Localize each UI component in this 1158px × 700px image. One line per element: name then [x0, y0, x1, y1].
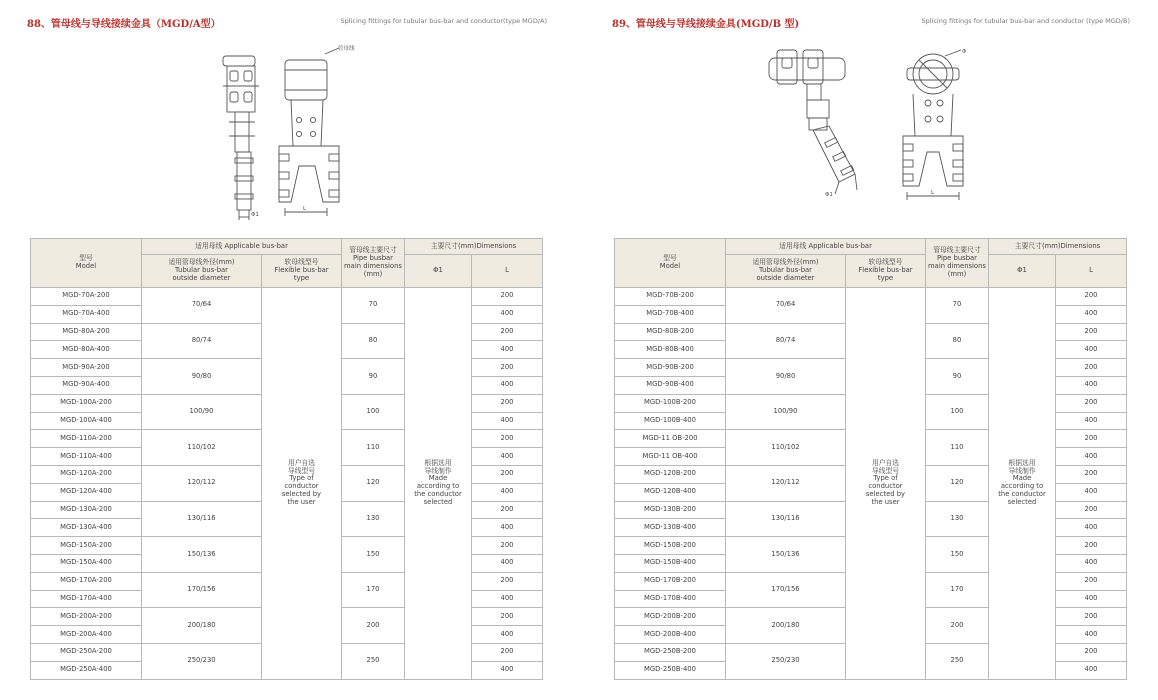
model-cell: MGD-11 OB-200 — [615, 430, 726, 448]
model-cell: MGD-120B-200 — [615, 465, 726, 483]
phi-note: 根据选用 导线制作 Made according to the conductor selected — [989, 288, 1056, 680]
l-cell: 400 — [472, 626, 543, 644]
pipe-cell: 170 — [342, 572, 405, 608]
model-cell: MGD-250A-400 — [31, 661, 142, 679]
page-title: 88、管母线与导线接续金具（MGD/A型） — [27, 19, 221, 30]
col-pipe-dims: 管母线主要尺寸 Pipe busbar main dimensions (mm) — [342, 239, 405, 288]
pipe-cell: 150 — [926, 537, 989, 573]
drawing-label-l: L — [931, 190, 935, 196]
model-cell: MGD-250B-200 — [615, 643, 726, 661]
l-cell: 400 — [472, 519, 543, 537]
model-cell: MGD-170A-400 — [31, 590, 142, 608]
col-tubular: 适用管母线外径(mm) Tubular bus-bar outside diameter — [726, 255, 846, 288]
table-row — [615, 288, 1127, 306]
pipe-cell: 250 — [342, 643, 405, 679]
model-cell: MGD-200B-200 — [615, 608, 726, 626]
l-cell: 400 — [472, 590, 543, 608]
page-header — [27, 15, 547, 31]
model-cell: MGD-200B-400 — [615, 626, 726, 644]
l-cell: 200 — [1056, 394, 1127, 412]
model-cell: MGD-90B-200 — [615, 359, 726, 377]
col-applicable: 适用母线 Applicable bus-bar — [726, 239, 926, 255]
model-cell: MGD-100B-200 — [615, 394, 726, 412]
model-cell: MGD-90A-200 — [31, 359, 142, 377]
l-cell: 200 — [472, 430, 543, 448]
tubular-cell: 70/64 — [142, 288, 262, 324]
l-cell: 200 — [1056, 608, 1127, 626]
model-cell: MGD-170B-200 — [615, 572, 726, 590]
page-title: 89、管母线与导线接续金具(MGD/B 型) — [612, 19, 800, 30]
model-cell: MGD-11 OB-400 — [615, 448, 726, 466]
drawing-label-pipe: 管母线 — [338, 46, 355, 52]
l-cell: 200 — [1056, 501, 1127, 519]
model-cell: MGD-130A-200 — [31, 501, 142, 519]
l-cell: 400 — [1056, 376, 1127, 394]
mgd-b-drawing — [767, 44, 977, 204]
l-cell: 200 — [1056, 430, 1127, 448]
page-header — [612, 15, 1130, 31]
l-cell: 400 — [472, 376, 543, 394]
l-cell: 200 — [472, 537, 543, 555]
model-cell: MGD-130B-400 — [615, 519, 726, 537]
pipe-cell: 130 — [926, 501, 989, 537]
l-cell: 200 — [472, 501, 543, 519]
drawing-label-phi-top: Φ — [962, 49, 967, 55]
l-cell: 400 — [472, 661, 543, 679]
col-phi1: Φ1 — [989, 255, 1056, 288]
tubular-cell: 90/80 — [726, 359, 846, 395]
drawing-label-phi: Φ1 — [825, 192, 833, 198]
l-cell: 200 — [1056, 465, 1127, 483]
pipe-cell: 100 — [342, 394, 405, 430]
model-cell: MGD-80A-200 — [31, 323, 142, 341]
col-flexible: 软母线型号 Flexible bus-bar type — [846, 255, 926, 288]
col-model: 型号 Model — [615, 239, 726, 288]
l-cell: 400 — [1056, 448, 1127, 466]
col-flexible: 软母线型号 Flexible bus-bar type — [262, 255, 342, 288]
model-cell: MGD-200A-400 — [31, 626, 142, 644]
page-subtitle: Splicing fittings for tubular bus-bar and conductor (type MGD/B) — [921, 17, 1130, 25]
model-cell: MGD-100A-200 — [31, 394, 142, 412]
col-phi1: Φ1 — [405, 255, 472, 288]
tubular-cell: 80/74 — [142, 323, 262, 359]
l-cell: 200 — [472, 465, 543, 483]
tubular-cell: 150/136 — [726, 537, 846, 573]
l-cell: 400 — [1056, 483, 1127, 501]
pipe-cell: 110 — [342, 430, 405, 466]
model-cell: MGD-70B-200 — [615, 288, 726, 306]
phi-note: 根据选用 导线制作 Made according to the conductor selected — [405, 288, 472, 680]
model-cell: MGD-250B-400 — [615, 661, 726, 679]
page-subtitle: Splicing fittings for tubular bus-bar and conductor(type MGD/A) — [340, 17, 547, 25]
l-cell: 200 — [1056, 643, 1127, 661]
model-cell: MGD-120A-200 — [31, 465, 142, 483]
tubular-cell: 100/90 — [726, 394, 846, 430]
tubular-cell: 120/112 — [726, 465, 846, 501]
spec-table — [30, 238, 543, 680]
model-cell: MGD-170B-400 — [615, 590, 726, 608]
model-cell: MGD-130A-400 — [31, 519, 142, 537]
tubular-cell: 200/180 — [142, 608, 262, 644]
model-cell: MGD-120B-400 — [615, 483, 726, 501]
l-cell: 400 — [1056, 590, 1127, 608]
pipe-cell: 80 — [926, 323, 989, 359]
tubular-cell: 110/102 — [726, 430, 846, 466]
l-cell: 400 — [1056, 554, 1127, 572]
tubular-cell: 250/230 — [142, 643, 262, 679]
model-cell: MGD-110A-200 — [31, 430, 142, 448]
l-cell: 200 — [472, 323, 543, 341]
pipe-cell: 100 — [926, 394, 989, 430]
pipe-cell: 130 — [342, 501, 405, 537]
flexible-note: 用户自选 导线型号 Type of conductor selected by the user — [262, 288, 342, 680]
l-cell: 200 — [1056, 323, 1127, 341]
model-cell: MGD-130B-200 — [615, 501, 726, 519]
page-mgd-b — [579, 0, 1158, 700]
l-cell: 400 — [1056, 412, 1127, 430]
l-cell: 200 — [472, 608, 543, 626]
flexible-note: 用户自选 导线型号 Type of conductor selected by the user — [846, 288, 926, 680]
col-l: L — [472, 255, 543, 288]
col-tubular: 适用管母线外径(mm) Tubular bus-bar outside diameter — [142, 255, 262, 288]
pipe-cell: 150 — [342, 537, 405, 573]
model-cell: MGD-100A-400 — [31, 412, 142, 430]
l-cell: 200 — [472, 288, 543, 306]
tubular-cell: 120/112 — [142, 465, 262, 501]
tubular-cell: 250/230 — [726, 643, 846, 679]
col-dimensions: 主要尺寸(mm)Dimensions — [989, 239, 1127, 255]
tubular-cell: 200/180 — [726, 608, 846, 644]
pipe-cell: 70 — [926, 288, 989, 324]
l-cell: 200 — [472, 394, 543, 412]
l-cell: 400 — [472, 554, 543, 572]
table-row — [31, 288, 543, 306]
l-cell: 200 — [1056, 537, 1127, 555]
pipe-cell: 70 — [342, 288, 405, 324]
pipe-cell: 90 — [342, 359, 405, 395]
model-cell: MGD-70A-200 — [31, 288, 142, 306]
model-cell: MGD-80B-200 — [615, 323, 726, 341]
drawing-label-phi: Φ1 — [251, 212, 259, 218]
l-cell: 200 — [1056, 572, 1127, 590]
drawing-label-l: L — [303, 206, 307, 212]
l-cell: 400 — [1056, 341, 1127, 359]
l-cell: 400 — [1056, 305, 1127, 323]
pipe-cell: 170 — [926, 572, 989, 608]
col-applicable: 适用母线 Applicable bus-bar — [142, 239, 342, 255]
model-cell: MGD-150B-200 — [615, 537, 726, 555]
model-cell: MGD-150A-400 — [31, 554, 142, 572]
model-cell: MGD-170A-200 — [31, 572, 142, 590]
tubular-cell: 80/74 — [726, 323, 846, 359]
model-cell: MGD-70A-400 — [31, 305, 142, 323]
l-cell: 400 — [472, 341, 543, 359]
model-cell: MGD-90A-400 — [31, 376, 142, 394]
l-cell: 200 — [472, 359, 543, 377]
model-cell: MGD-80A-400 — [31, 341, 142, 359]
model-cell: MGD-70B-400 — [615, 305, 726, 323]
tubular-cell: 100/90 — [142, 394, 262, 430]
model-cell: MGD-90B-400 — [615, 376, 726, 394]
l-cell: 200 — [1056, 288, 1127, 306]
col-pipe-dims: 管母线主要尺寸 Pipe busbar main dimensions (mm) — [926, 239, 989, 288]
l-cell: 400 — [1056, 661, 1127, 679]
model-cell: MGD-120A-400 — [31, 483, 142, 501]
spec-table — [614, 238, 1127, 680]
pipe-cell: 250 — [926, 643, 989, 679]
l-cell: 200 — [472, 572, 543, 590]
model-cell: MGD-150B-400 — [615, 554, 726, 572]
mgd-a-drawing — [215, 42, 355, 222]
l-cell: 400 — [1056, 626, 1127, 644]
col-l: L — [1056, 255, 1127, 288]
model-cell: MGD-150A-200 — [31, 537, 142, 555]
pipe-cell: 200 — [342, 608, 405, 644]
pipe-cell: 120 — [342, 465, 405, 501]
tubular-cell: 170/156 — [142, 572, 262, 608]
col-model: 型号 Model — [31, 239, 142, 288]
tubular-cell: 70/64 — [726, 288, 846, 324]
tubular-cell: 90/80 — [142, 359, 262, 395]
l-cell: 400 — [472, 483, 543, 501]
tubular-cell: 170/156 — [726, 572, 846, 608]
model-cell: MGD-100B-400 — [615, 412, 726, 430]
tubular-cell: 130/116 — [142, 501, 262, 537]
col-dimensions: 主要尺寸(mm)Dimensions — [405, 239, 543, 255]
tubular-cell: 150/136 — [142, 537, 262, 573]
tubular-cell: 130/116 — [726, 501, 846, 537]
model-cell: MGD-200A-200 — [31, 608, 142, 626]
l-cell: 400 — [472, 305, 543, 323]
pipe-cell: 200 — [926, 608, 989, 644]
pipe-cell: 110 — [926, 430, 989, 466]
l-cell: 400 — [472, 448, 543, 466]
pipe-cell: 120 — [926, 465, 989, 501]
l-cell: 200 — [472, 643, 543, 661]
model-cell: MGD-110A-400 — [31, 448, 142, 466]
model-cell: MGD-80B-400 — [615, 341, 726, 359]
tubular-cell: 110/102 — [142, 430, 262, 466]
l-cell: 400 — [472, 412, 543, 430]
l-cell: 200 — [1056, 359, 1127, 377]
pipe-cell: 80 — [342, 323, 405, 359]
l-cell: 400 — [1056, 519, 1127, 537]
pipe-cell: 90 — [926, 359, 989, 395]
model-cell: MGD-250A-200 — [31, 643, 142, 661]
